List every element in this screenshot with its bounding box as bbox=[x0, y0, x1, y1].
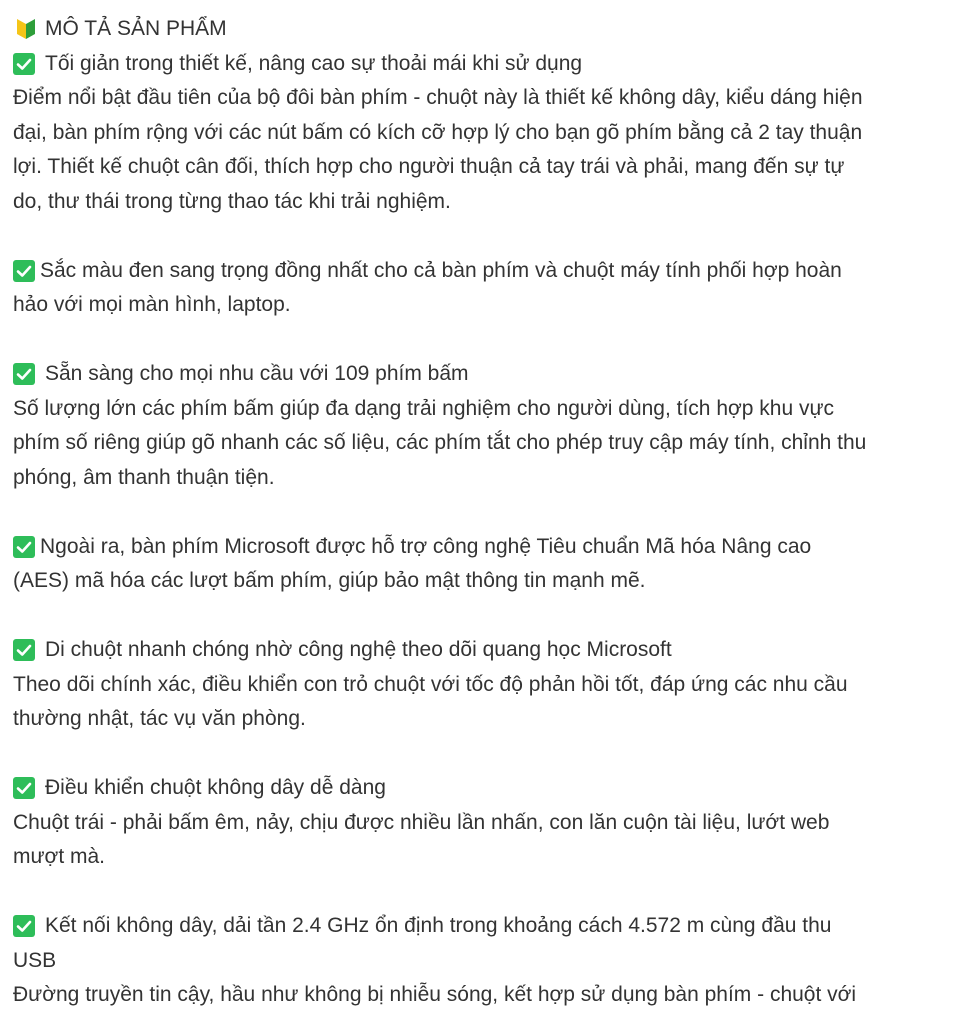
paragraph-line: đại, bàn phím rộng với các nút bấm có kích cỡ hợp lý cho bạn gõ phím bằng cả 2 tay thuận bbox=[13, 120, 863, 144]
spacer bbox=[13, 737, 953, 772]
heading-text: MÔ TẢ SẢN PHẨM bbox=[45, 17, 227, 40]
paragraph-line: phóng, âm thanh thuận tiện. bbox=[13, 465, 275, 489]
paragraph-line: thường nhật, tác vụ văn phòng. bbox=[13, 707, 306, 730]
paragraph-line: Đường truyền tin cậy, hầu như không bị nhiễu sóng, kết hợp sử dụng bàn phím - chuột với bbox=[13, 983, 857, 1006]
paragraph-line: (AES) mã hóa các lượt bấm phím, giúp bảo mật thông tin mạnh mẽ. bbox=[13, 569, 646, 592]
feature-title-text: Sẵn sàng cho mọi nhu cầu với 109 phím bấm bbox=[45, 362, 469, 385]
paragraph-line: mượt mà. bbox=[13, 845, 105, 868]
feature-title bbox=[13, 633, 953, 668]
feature-title-text: Điều khiển chuột không dây dễ dàng bbox=[45, 776, 386, 799]
paragraph-line: phím số riêng giúp gõ nhanh các số liệu, các phím tắt cho phép truy cập máy tính, chỉnh thu bbox=[13, 431, 867, 454]
paragraph-line: hảo với mọi màn hình, laptop. bbox=[13, 293, 291, 316]
white-check-mark-icon bbox=[13, 53, 35, 75]
feature-title-text: Tối giản trong thiết kế, nâng cao sự thoải mái khi sử dụng bbox=[45, 51, 583, 75]
paragraph-line: do, thư thái trong từng thao tác khi trải nghiệm. bbox=[13, 189, 451, 213]
feature-title bbox=[13, 47, 953, 82]
white-check-mark-icon bbox=[13, 260, 35, 282]
paragraph-line: Điểm nổi bật đầu tiên của bộ đôi bàn phím - chuột này là thiết kế không dây, kiểu dáng hiện bbox=[13, 86, 863, 109]
spacer bbox=[13, 323, 953, 358]
feature-title bbox=[13, 771, 953, 806]
spacer bbox=[13, 219, 953, 254]
paragraph-line: Theo dõi chính xác, điều khiển con trỏ chuột với tốc độ phản hồi tốt, đáp ứng các nhu cầu bbox=[13, 672, 848, 696]
white-check-mark-icon bbox=[13, 915, 35, 937]
feature-title-text: Di chuột nhanh chóng nhờ công nghệ theo dõi quang học Microsoft bbox=[45, 638, 672, 661]
feature-title bbox=[13, 357, 953, 392]
white-check-mark-icon bbox=[13, 777, 35, 799]
spacer bbox=[13, 495, 953, 530]
product-description bbox=[13, 12, 953, 1013]
white-check-mark-icon bbox=[13, 363, 35, 385]
feature-title-text: Sắc màu đen sang trọng đồng nhất cho cả bàn phím và chuột máy tính phối hợp hoàn bbox=[40, 258, 842, 282]
feature-title bbox=[13, 254, 953, 289]
spacer bbox=[13, 599, 953, 634]
feature-title-text: Kết nối không dây, dải tần 2.4 GHz ổn định trong khoảng cách 4.572 m cùng đầu thu bbox=[45, 914, 832, 937]
paragraph-line: Số lượng lớn các phím bấm giúp đa dạng trải nghiệm cho người dùng, tích hợp khu vực bbox=[13, 396, 835, 420]
paragraph-line: Chuột trái - phải bấm êm, nảy, chịu được nhiều lần nhấn, con lăn cuộn tài liệu, lướt web bbox=[13, 810, 830, 834]
feature-title bbox=[13, 909, 953, 944]
paragraph-line: lợi. Thiết kế chuột cân đối, thích hợp cho người thuận cả tay trái và phải, mang đến sự tự bbox=[13, 155, 845, 178]
spacer bbox=[13, 875, 953, 910]
white-check-mark-icon bbox=[13, 536, 35, 558]
white-check-mark-icon bbox=[13, 639, 35, 661]
feature-title bbox=[13, 530, 953, 565]
feature-title-text: Ngoài ra, bàn phím Microsoft được hỗ trợ công nghệ Tiêu chuẩn Mã hóa Nâng cao bbox=[40, 534, 812, 558]
feature-title-continued: USB bbox=[13, 948, 57, 972]
section-heading bbox=[13, 12, 953, 47]
japanese-beginner-symbol-icon bbox=[16, 18, 36, 40]
